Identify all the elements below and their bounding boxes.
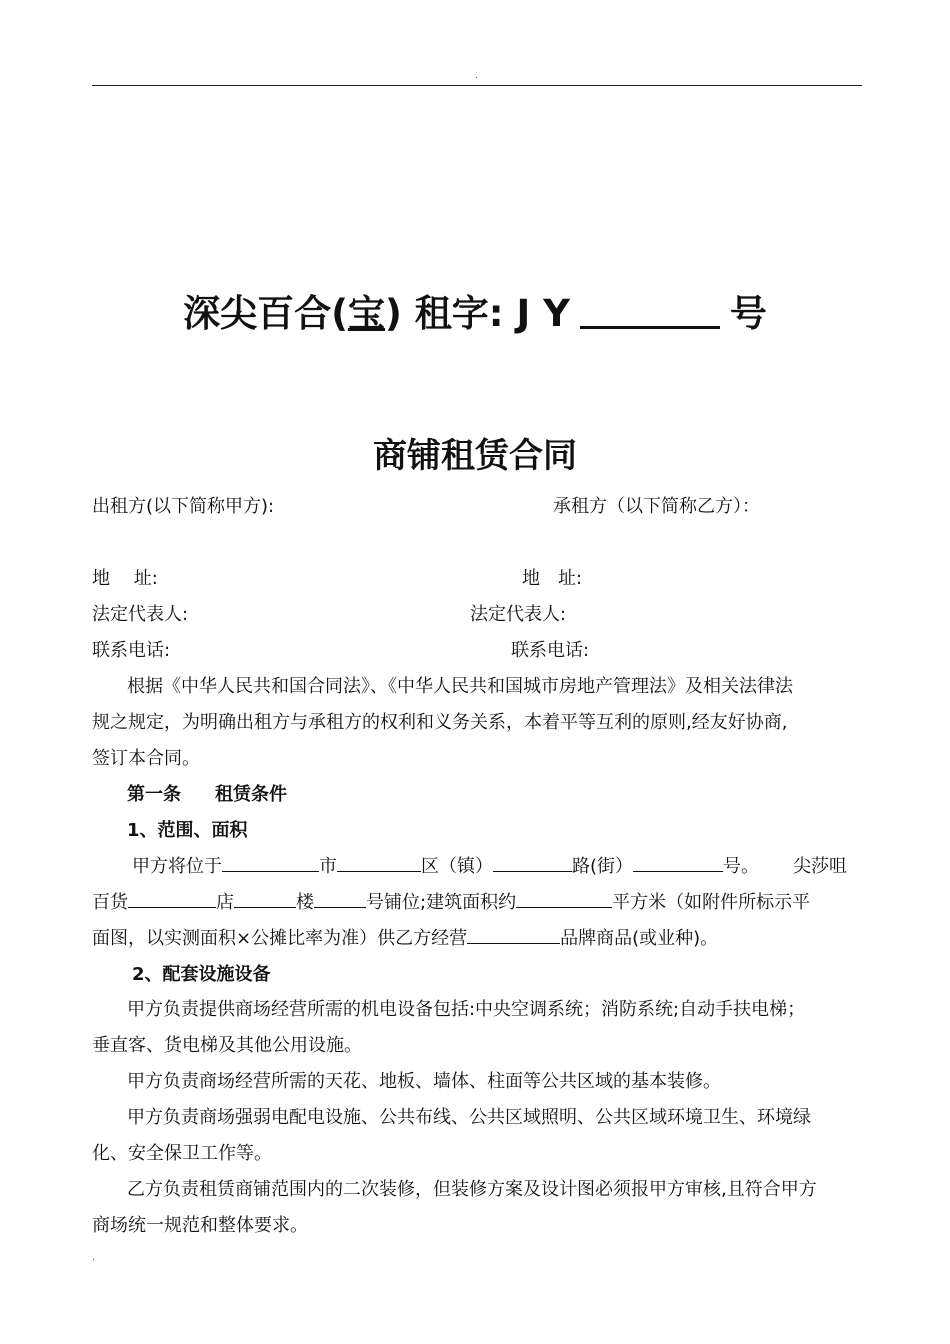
section-2-title: 2、配套设施设备	[132, 964, 271, 985]
contract-number-suffix: ) 租字: J Y	[385, 292, 570, 335]
facility-paragraph-line: 甲方负责商场经营所需的天花、地板、墙体、柱面等公共区域的基本装修。	[127, 1071, 721, 1092]
scope-text: 楼	[296, 892, 314, 913]
footer-dot: .	[92, 1252, 96, 1263]
contract-number	[0, 283, 950, 337]
scope-text: 面图，以实测面积×公摊比率为准）供乙方经营	[92, 928, 468, 949]
scope-text: 号。	[723, 856, 760, 877]
blank-floor	[234, 891, 296, 908]
preamble-line-3: 签订本合同。	[92, 748, 200, 769]
facility-paragraph-line: 乙方负责租赁商铺范围内的二次装修，但装修方案及设计图必须报甲方审核,且符合甲方	[127, 1179, 817, 1200]
scope-text: 市	[319, 856, 337, 877]
blank-number	[633, 855, 723, 872]
contract-number-underlined: 宝	[348, 292, 385, 335]
scope-text: 号铺位;建筑面积约	[366, 892, 517, 913]
lessor-phone-label: 联系电话:	[92, 640, 171, 661]
blank-brand	[467, 927, 560, 944]
facility-paragraph-line: 化、安全保卫工作等。	[92, 1143, 272, 1164]
lessee-label: 承租方（以下简称乙方）：	[553, 496, 760, 517]
scope-text: 百货	[92, 892, 128, 913]
article-1-number: 第一条	[127, 784, 181, 805]
scope-text: 品牌商品(或业种)。	[560, 928, 719, 949]
header-dot: .	[475, 70, 479, 81]
blank-district	[337, 855, 421, 872]
document-title: 商铺租赁合同	[373, 436, 577, 476]
section-1-title: 1、范围、面积	[127, 820, 248, 841]
preamble-line-1: 根据《中华人民共和国合同法》、《中华人民共和国城市房地产管理法》及相关法律法	[127, 676, 793, 697]
blank-road	[493, 855, 572, 872]
facility-paragraph-line: 甲方负责商场强弱电配电设施、公共布线、公共区域照明、公共区域环境卫生、环境绿	[127, 1107, 811, 1128]
contract-number-prefix: 深尖百合(	[183, 292, 348, 335]
blank-area	[516, 891, 612, 908]
lessee-phone-label: 联系电话:	[511, 640, 590, 661]
scope-line-1	[132, 852, 847, 878]
scope-text: 甲方将位于	[132, 856, 222, 877]
lessor-address-label: 地 址:	[92, 568, 158, 589]
blank-city	[222, 855, 319, 872]
facility-paragraph-line: 商场统一规范和整体要求。	[92, 1215, 308, 1236]
scope-text: 区（镇）	[421, 856, 493, 877]
blank-unit	[314, 891, 366, 908]
contract-number-end: 号	[729, 292, 767, 335]
facility-paragraph-line: 垂直客、货电梯及其他公用设施。	[92, 1035, 362, 1056]
scope-text: 店	[216, 892, 234, 913]
lessee-address-label: 地 址:	[522, 568, 583, 589]
preamble-line-2: 规之规定，为明确出租方与承租方的权利和义务关系，本着平等互利的原则,经友好协商,	[92, 712, 788, 733]
scope-text: 尖莎咀	[793, 856, 848, 877]
scope-text: 平方米（如附件所标示平	[612, 892, 811, 913]
lessor-representative-label: 法定代表人:	[92, 604, 189, 625]
article-1-title: 租赁条件	[215, 784, 287, 805]
lessee-representative-label: 法定代表人:	[470, 604, 567, 625]
lessor-label: 出租方(以下简称甲方):	[92, 496, 275, 517]
contract-number-blank	[580, 289, 720, 329]
scope-text: 路(街）	[572, 856, 634, 877]
facility-paragraph-line: 甲方负责提供商场经营所需的机电设备包括:中央空调系统；消防系统;自动手扶电梯；	[127, 999, 806, 1020]
blank-store	[128, 891, 216, 908]
header-rule	[92, 85, 862, 86]
scope-line-3	[92, 924, 718, 950]
scope-line-2	[92, 888, 810, 914]
